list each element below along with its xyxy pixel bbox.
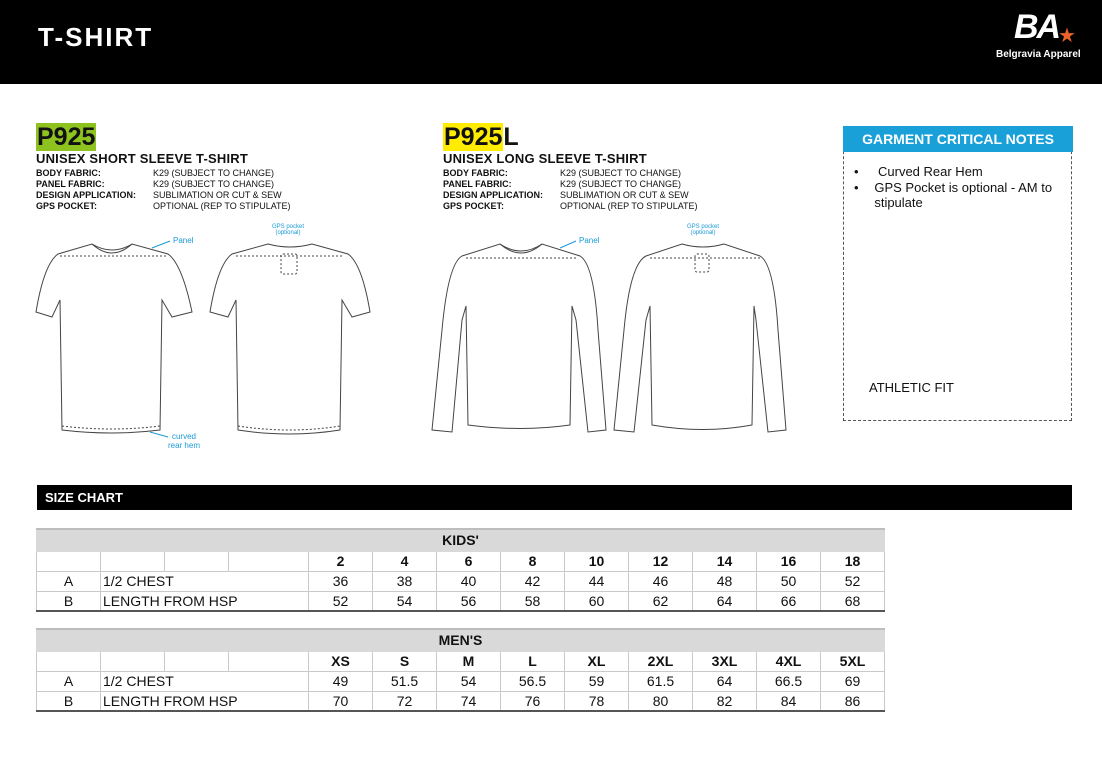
size-header: 12 — [629, 551, 693, 571]
spec-row — [36, 168, 291, 179]
table-cell: 74 — [437, 691, 501, 711]
product-code — [443, 123, 698, 151]
header-bar — [0, 0, 1102, 84]
table-cell: 44 — [565, 571, 629, 591]
spec-label: DESIGN APPLICATION: — [443, 190, 544, 200]
table-title: KIDS' — [37, 529, 885, 551]
spec-value: K29 (SUBJECT TO CHANGE) — [153, 179, 275, 189]
row-label: 1/2 CHEST — [101, 571, 309, 591]
table-cell: 52 — [821, 571, 885, 591]
table-cell: 70 — [309, 691, 373, 711]
table-cell: 59 — [565, 671, 629, 691]
product-name: UNISEX LONG SLEEVE T-SHIRT — [443, 151, 647, 166]
size-header: 5XL — [821, 651, 885, 671]
row-label: LENGTH FROM HSP — [101, 591, 309, 611]
long-sleeve-front-drawing — [432, 244, 606, 432]
product-name: UNISEX SHORT SLEEVE T-SHIRT — [36, 151, 248, 166]
mens-size-table — [36, 628, 885, 712]
bullet-icon: • — [854, 180, 859, 195]
spec-list — [443, 168, 698, 212]
table-cell: 58 — [501, 591, 565, 611]
fit-label: ATHLETIC FIT — [869, 380, 954, 395]
gps-pocket-callout-label: GPS pocket — [686, 224, 719, 230]
spec-row — [36, 190, 291, 201]
table-cell: 66 — [757, 591, 821, 611]
table-cell: 62 — [629, 591, 693, 611]
row-label: 1/2 CHEST — [101, 671, 309, 691]
garment-illustrations — [0, 220, 840, 460]
table-cell: 64 — [693, 591, 757, 611]
size-header: XL — [565, 651, 629, 671]
table-title-row — [37, 529, 885, 551]
size-header: M — [437, 651, 501, 671]
empty-cell — [37, 651, 101, 671]
empty-cell — [229, 551, 309, 571]
table-cell: 60 — [565, 591, 629, 611]
spec-value: SUBLIMATION OR CUT & SEW — [153, 190, 282, 200]
spec-row — [36, 179, 291, 190]
empty-cell — [165, 551, 229, 571]
spec-label: GPS POCKET: — [36, 201, 98, 211]
size-header-row — [37, 651, 885, 671]
logo-brand-name: Belgravia Apparel — [996, 49, 1081, 60]
spec-value: OPTIONAL (REP TO STIPULATE) — [560, 201, 698, 211]
table-cell: 54 — [437, 671, 501, 691]
spec-value: OPTIONAL (REP TO STIPULATE) — [153, 201, 291, 211]
size-header: S — [373, 651, 437, 671]
gps-pocket-callout-optional: (optional) — [690, 230, 716, 236]
product-code-highlight: P925 — [37, 123, 96, 151]
table-cell: 68 — [821, 591, 885, 611]
size-header: 10 — [565, 551, 629, 571]
empty-cell — [165, 651, 229, 671]
table-cell: 64 — [693, 671, 757, 691]
size-header: 6 — [437, 551, 501, 571]
table-cell: 49 — [309, 671, 373, 691]
product-long-sleeve — [443, 123, 698, 212]
long-sleeve-back-drawing — [614, 244, 786, 432]
row-letter: B — [37, 591, 101, 611]
size-header: 3XL — [693, 651, 757, 671]
size-header: L — [501, 651, 565, 671]
note-text: Curved Rear Hem — [878, 164, 983, 179]
table-row — [37, 691, 885, 711]
short-sleeve-front-drawing — [36, 244, 192, 433]
spec-row — [443, 168, 698, 179]
empty-cell — [101, 551, 165, 571]
table-row — [37, 591, 885, 611]
empty-cell — [37, 551, 101, 571]
size-header: 4XL — [757, 651, 821, 671]
table-cell: 52 — [309, 591, 373, 611]
table-cell: 50 — [757, 571, 821, 591]
bullet-icon: • — [854, 164, 859, 179]
product-code-suffix: L — [503, 123, 519, 151]
gps-pocket-callout — [683, 224, 723, 236]
size-chart-heading: SIZE CHART — [37, 485, 1072, 510]
spec-label: BODY FABRIC: — [36, 168, 101, 178]
spec-label: GPS POCKET: — [443, 201, 505, 211]
product-code — [36, 123, 291, 151]
list-item — [854, 180, 1069, 210]
size-header-row — [37, 551, 885, 571]
table-cell: 40 — [437, 571, 501, 591]
note-text: GPS Pocket is optional - AM to stipulate — [874, 180, 1053, 210]
table-cell: 61.5 — [629, 671, 693, 691]
table-row — [37, 571, 885, 591]
hem-callout — [164, 432, 204, 450]
brand-logo — [992, 8, 1094, 68]
garment-notes-box — [843, 126, 1072, 421]
page-title: T-SHIRT — [38, 22, 154, 52]
size-header: XS — [309, 651, 373, 671]
gps-pocket-callout — [268, 224, 308, 236]
row-letter: A — [37, 671, 101, 691]
spec-label: DESIGN APPLICATION: — [36, 190, 137, 200]
product-code-highlight: P925 — [444, 123, 503, 151]
size-header: 14 — [693, 551, 757, 571]
table-cell: 46 — [629, 571, 693, 591]
kids-size-table — [36, 528, 885, 612]
size-header: 2 — [309, 551, 373, 571]
hem-callout-line2: rear hem — [167, 441, 200, 450]
table-cell: 51.5 — [373, 671, 437, 691]
size-header: 18 — [821, 551, 885, 571]
table-cell: 66.5 — [757, 671, 821, 691]
spec-label: PANEL FABRIC: — [36, 179, 105, 189]
table-cell: 82 — [693, 691, 757, 711]
star-icon: ★ — [1058, 25, 1076, 47]
table-cell: 78 — [565, 691, 629, 711]
table-cell: 76 — [501, 691, 565, 711]
list-item — [854, 164, 1069, 179]
table-title-row — [37, 629, 885, 651]
table-cell: 84 — [757, 691, 821, 711]
row-letter: B — [37, 691, 101, 711]
table-cell: 56 — [437, 591, 501, 611]
gps-pocket-callout-optional: (optional) — [275, 230, 301, 236]
table-cell: 72 — [373, 691, 437, 711]
table-cell: 69 — [821, 671, 885, 691]
spec-list — [36, 168, 291, 212]
product-short-sleeve — [36, 123, 291, 212]
size-header: 4 — [373, 551, 437, 571]
table-cell: 48 — [693, 571, 757, 591]
table-cell: 42 — [501, 571, 565, 591]
panel-callout: Panel — [173, 236, 194, 245]
size-header: 16 — [757, 551, 821, 571]
logo-mark: BA — [1014, 8, 1060, 46]
spec-value: K29 (SUBJECT TO CHANGE) — [560, 168, 682, 178]
notes-list — [854, 164, 1069, 211]
table-cell: 80 — [629, 691, 693, 711]
spec-row — [443, 190, 698, 201]
spec-row — [443, 201, 698, 212]
row-label: LENGTH FROM HSP — [101, 691, 309, 711]
empty-cell — [101, 651, 165, 671]
spec-value: K29 (SUBJECT TO CHANGE) — [153, 168, 275, 178]
table-cell: 56.5 — [501, 671, 565, 691]
spec-label: PANEL FABRIC: — [443, 179, 512, 189]
table-row — [37, 671, 885, 691]
size-header: 2XL — [629, 651, 693, 671]
table-cell: 54 — [373, 591, 437, 611]
row-letter: A — [37, 571, 101, 591]
spec-value: K29 (SUBJECT TO CHANGE) — [560, 179, 682, 189]
spec-label: BODY FABRIC: — [443, 168, 508, 178]
panel-callout: Panel — [579, 236, 600, 245]
hem-callout-line1: curved — [171, 432, 196, 441]
table-cell: 36 — [309, 571, 373, 591]
table-cell: 38 — [373, 571, 437, 591]
gps-pocket-callout-label: GPS pocket — [271, 224, 304, 230]
notes-heading: GARMENT CRITICAL NOTES — [843, 126, 1073, 152]
short-sleeve-back-drawing — [210, 244, 370, 434]
empty-cell — [229, 651, 309, 671]
table-title: MEN'S — [37, 629, 885, 651]
table-cell: 86 — [821, 691, 885, 711]
spec-value: SUBLIMATION OR CUT & SEW — [560, 190, 689, 200]
spec-row — [36, 201, 291, 212]
spec-row — [443, 179, 698, 190]
size-header: 8 — [501, 551, 565, 571]
